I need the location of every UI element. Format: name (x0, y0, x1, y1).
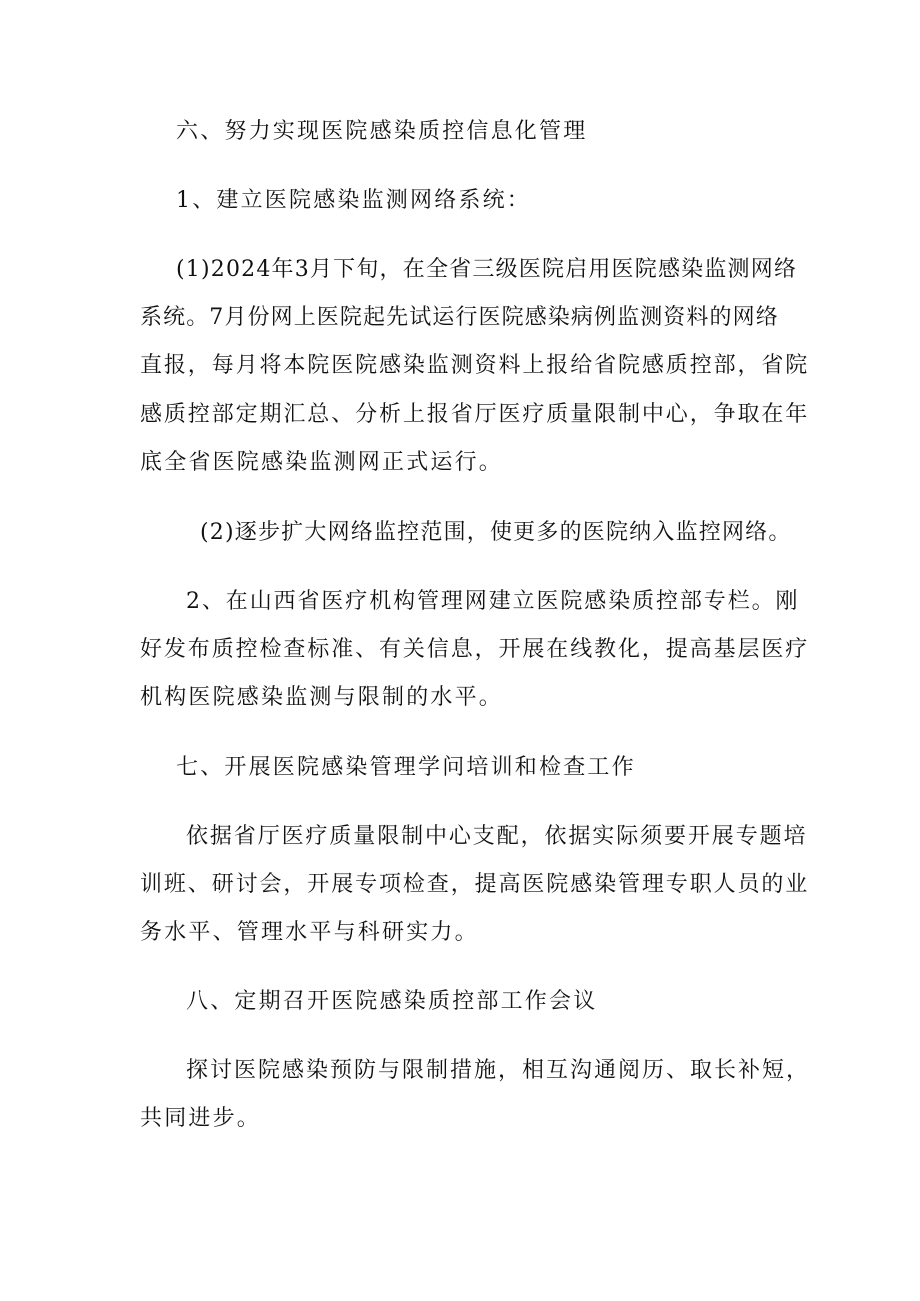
paragraph-line: 感质控部定期汇总、分析上报省厅医疗质量限制中心，争取在年 (140, 402, 810, 427)
paragraph-line: 系统。7月份网上医院起先试运行医院感染病例监测资料的网络 (140, 305, 779, 330)
paragraph-line: 机构医院感染监测与限制的水平。 (140, 685, 504, 710)
paragraph-line: 依据省厅医疗质量限制中心支配，依据实际须要开展专题培 (186, 824, 808, 849)
section-heading-6: 六、努力实现医院感染质控信息化管理 (176, 119, 588, 144)
subheading-1: 1、建立医院感染监测网络系统： (176, 188, 531, 213)
paragraph-line: 共同进步。 (140, 1106, 262, 1131)
paragraph-line: 好发布质控检查标准、有关信息，开展在线教化，提高基层医疗 (140, 637, 810, 662)
paragraph-line: (2)逐步扩大网络监控范围，使更多的医院纳入监控网络。 (200, 520, 792, 545)
paragraph-line: 底全省医院感染监测网正式运行。 (140, 450, 504, 475)
paragraph-line: 2、在山西省医疗机构管理网建立医院感染质控部专栏。刚 (186, 589, 800, 614)
paragraph-line: 直报，每月将本院医院感染监测资料上报给省院感质控部，省院 (140, 353, 810, 378)
paragraph-line: 训班、研讨会，开展专项检查，提高医院感染管理专职人员的业 (140, 872, 810, 897)
section-heading-8: 八、定期召开医院感染质控部工作会议 (186, 989, 598, 1014)
paragraph-line: 探讨医院感染预防与限制措施，相互沟通阅历、取长补短， (186, 1058, 811, 1083)
paragraph-line: 务水平、管理水平与科研实力。 (140, 920, 479, 945)
section-heading-7: 七、开展医院感染管理学问培训和检查工作 (176, 755, 636, 780)
paragraph-line: (1)2024年3月下旬，在全省三级医院启用医院感染监测网络 (176, 257, 798, 282)
